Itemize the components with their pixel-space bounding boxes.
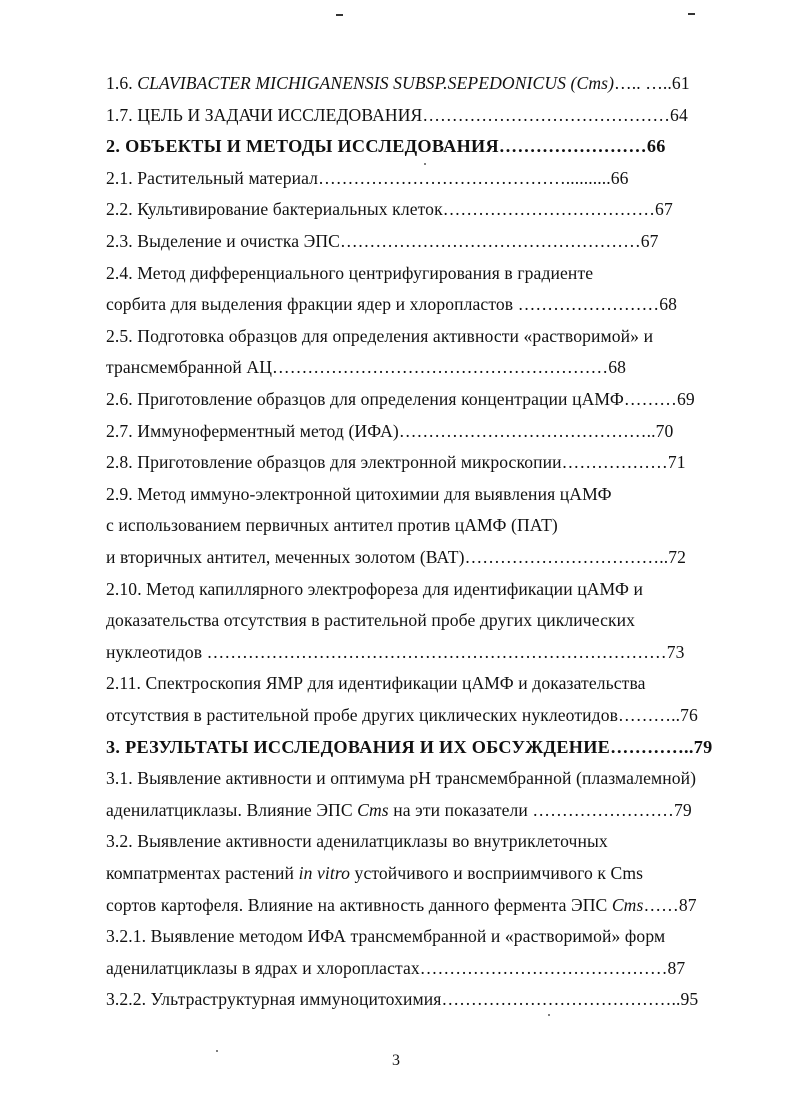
toc-text: 2.8. Приготовление образцов для электронной микроскопии………………71 <box>106 452 686 473</box>
toc-text: 2.1. Растительный материал……………………………………..........66 <box>106 167 629 188</box>
toc-line <box>106 167 736 189</box>
toc-tail-text: устойчивого и восприимчивого к Cms <box>350 863 644 883</box>
toc-text: 2.10. Метод капиллярного электрофореза для идентификации цАМФ и <box>106 578 644 599</box>
toc-text: сортов картофеля. Влияние на активность данного фермента ЭПС <box>106 894 612 915</box>
toc-text: с использованием первичных антител против цАМФ (ПАТ) <box>106 515 558 536</box>
scan-speck <box>216 1050 218 1052</box>
toc-line <box>106 483 736 505</box>
toc-line <box>106 135 736 157</box>
toc-text: 2.2. Культивирование бактериальных клеток………………………………67 <box>106 199 673 220</box>
toc-text: 2.6. Приготовление образцов для определения концентрации цАМФ………69 <box>106 389 695 409</box>
toc-line <box>106 672 736 694</box>
toc-italic-text: Cms <box>611 894 644 915</box>
toc-tail-text: ……87 <box>643 894 697 915</box>
toc-line <box>106 609 736 631</box>
toc-line <box>106 957 736 979</box>
toc-text: и вторичных антител, меченных золотом (ВАТ)……………………………..72 <box>106 547 687 567</box>
toc-line <box>106 356 736 378</box>
toc-text: 3. РЕЗУЛЬТАТЫ ИССЛЕДОВАНИЯ И ИХ ОБСУЖДЕНИЕ…………..79 <box>106 736 713 757</box>
toc-line <box>106 767 736 789</box>
toc-text: 2.7. Иммуноферментный метод (ИФА)……………………………………..70 <box>106 420 674 441</box>
toc-line <box>106 262 736 284</box>
toc-line <box>106 230 736 252</box>
toc-tail-text: на эти показатели ……………………79 <box>388 799 692 820</box>
toc-tail-text: ….. …..61 <box>614 73 690 93</box>
toc-line <box>106 420 736 442</box>
toc-text: 2.5. Подготовка образцов для определения активности «растворимой» и <box>106 325 654 346</box>
toc-text: сорбита для выделения фракции ядер и хлоропластов ……………………68 <box>106 294 678 315</box>
toc-line <box>106 388 736 410</box>
toc-line <box>106 325 736 347</box>
toc-text: 1.6. <box>106 73 138 93</box>
toc-text: 3.1. Выявление активности и оптимума pH трансмембранной (плазмалемной) <box>106 768 697 789</box>
toc-text: 3.2.2. Ультраструктурная иммуноцитохимия…………………………………..95 <box>106 989 699 1010</box>
toc-line <box>106 546 736 568</box>
toc-text: аденилатциклазы. Влияние ЭПС <box>106 799 358 820</box>
toc-line <box>106 988 736 1010</box>
toc-text: 3.2. Выявление активности аденилатциклазы во внутриклеточных <box>106 831 608 852</box>
toc-line <box>106 641 736 663</box>
toc-text: отсутствия в растительной пробе других циклических нуклеотидов………..76 <box>106 705 698 725</box>
toc-line <box>106 72 736 94</box>
toc-line <box>106 451 736 473</box>
toc-line <box>106 293 736 315</box>
toc-italic-text: Cms <box>357 799 389 820</box>
toc-line <box>106 894 736 916</box>
toc-text: 1.7. ЦЕЛЬ И ЗАДАЧИ ИССЛЕДОВАНИЯ……………………………………64 <box>106 104 688 125</box>
page-number: 3 <box>392 1052 400 1069</box>
toc-line <box>106 514 736 536</box>
toc-line <box>106 704 736 726</box>
scan-mark <box>336 14 343 16</box>
toc-line <box>106 104 736 126</box>
toc-text: 2. ОБЪЕКТЫ И МЕТОДЫ ИССЛЕДОВАНИЯ……………………66 <box>106 136 666 157</box>
toc-line <box>106 925 736 947</box>
scan-speck <box>548 1014 550 1016</box>
toc-text: 2.11. Спектроскопия ЯМР для идентификации цАМФ и доказательства <box>106 673 646 694</box>
toc-text: 2.3. Выделение и очистка ЭПС……………………………………………67 <box>106 231 659 251</box>
scan-mark <box>688 13 695 15</box>
toc-text: компатрментах растений <box>106 863 299 883</box>
toc-line <box>106 830 736 852</box>
toc-line <box>106 799 736 821</box>
toc-text: 3.2.1. Выявление методом ИФА трансмембранной и «растворимой» форм <box>106 926 666 947</box>
toc-line <box>106 198 736 220</box>
toc-text: доказательства отсутствия в растительной пробе других циклических <box>106 610 636 631</box>
toc-italic-text: CLAVIBACTER MICHIGANENSIS SUBSP.SEPEDONICUS (Cms) <box>137 73 615 93</box>
toc-italic-text: in vitro <box>298 863 351 883</box>
toc-text: 2.4. Метод дифференциального центрифугирования в градиенте <box>106 262 594 283</box>
toc-text: аденилатциклазы в ядрах и хлоропластах……………………………………87 <box>106 957 686 978</box>
scan-speck <box>424 163 426 165</box>
toc-text: 2.9. Метод иммуно-электронной цитохимии для выявления цАМФ <box>106 483 612 504</box>
toc-line <box>106 862 736 884</box>
toc-line <box>106 578 736 600</box>
toc-line <box>106 736 736 758</box>
toc-text: нуклеотидов ……………………………………………………………………73 <box>106 641 685 662</box>
toc-text: трансмембранной АЦ…………………………………………………68 <box>106 357 626 378</box>
